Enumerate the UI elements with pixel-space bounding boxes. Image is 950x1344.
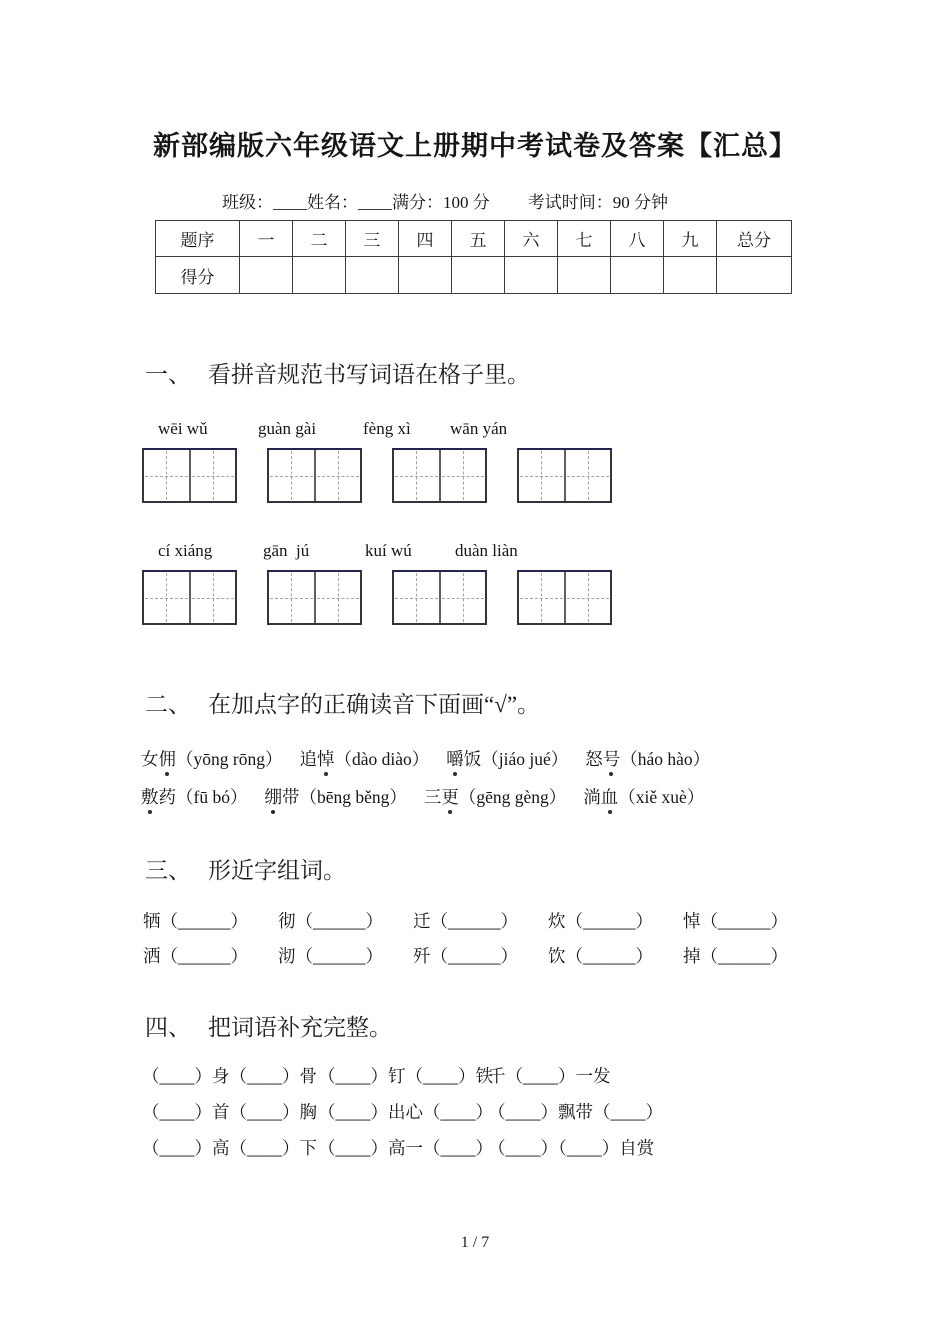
dotted-char: 绷 xyxy=(264,784,282,810)
section3-number: 三、 xyxy=(145,858,191,883)
blank-item: 牺（______） xyxy=(143,911,248,931)
writing-grid xyxy=(392,448,487,503)
word-item xyxy=(141,784,247,810)
phrase-item: （____）飘带（____） xyxy=(488,1102,663,1122)
dotted-char: 敷 xyxy=(141,784,159,810)
blank-item: 掉（______） xyxy=(683,946,788,966)
score-table-header-cell: 九 xyxy=(664,221,717,257)
pinyin-label: wān yán xyxy=(450,419,508,438)
writing-grid-cell xyxy=(189,572,236,623)
writing-grid-cell xyxy=(189,450,236,501)
word-pinyin-options: （yōng rōng） xyxy=(176,749,283,769)
info-class-name-score: 班级：____姓名：____满分：100 分 xyxy=(222,193,490,212)
blank-item: 悼（______） xyxy=(683,911,788,931)
score-table-header-row xyxy=(156,221,792,257)
score-table-header-cell: 二 xyxy=(293,221,346,257)
score-table-header-cell: 一 xyxy=(240,221,293,257)
score-table xyxy=(155,220,792,294)
word-formation-row-2 xyxy=(0,944,950,968)
word-plain: 女 xyxy=(141,749,159,769)
writing-grid-cell xyxy=(144,572,189,623)
writing-grid xyxy=(517,570,612,625)
dotted-char: 佣 xyxy=(159,746,177,772)
pinyin-label: gān jú xyxy=(263,541,310,560)
word-item xyxy=(446,746,568,772)
score-table-header-cell: 四 xyxy=(399,221,452,257)
section1-heading xyxy=(0,360,950,390)
writing-grid-cell xyxy=(564,450,611,501)
writing-grid-row-1 xyxy=(0,448,950,503)
pinyin-row-1 xyxy=(0,418,950,440)
writing-grid-cell xyxy=(564,572,611,623)
pinyin-label: kuí wú xyxy=(365,541,412,560)
writing-grid xyxy=(517,448,612,503)
writing-grid-cell xyxy=(519,450,564,501)
writing-grid xyxy=(142,570,237,625)
writing-grid-cell xyxy=(439,450,486,501)
writing-grid-cell xyxy=(439,572,486,623)
phrase-item: （____）首（____）胸 xyxy=(142,1102,317,1122)
dotted-char: 更 xyxy=(441,784,459,810)
phrase-item: （____）出心（____） xyxy=(318,1102,493,1122)
section4-title: 把词语补充完整。 xyxy=(208,1015,392,1040)
word-item xyxy=(585,746,710,772)
score-cell xyxy=(558,257,611,294)
score-cell xyxy=(293,257,346,294)
writing-grid xyxy=(392,570,487,625)
blank-item: 歼（______） xyxy=(413,946,518,966)
student-info-line xyxy=(0,192,950,214)
phrase-item: （____）高一（____） xyxy=(318,1138,493,1158)
score-table-score-row xyxy=(156,257,792,294)
pinyin-label: cí xiáng xyxy=(158,541,213,560)
word-pinyin-options: 饭（jiáo jué） xyxy=(463,749,569,769)
section1-number: 一、 xyxy=(145,362,191,387)
section2-heading xyxy=(0,690,950,720)
score-row-label: 得分 xyxy=(156,257,240,294)
blank-item: 迁（______） xyxy=(413,911,518,931)
phrase-item: （____）身（____）骨 xyxy=(142,1066,317,1086)
writing-grid-row-2 xyxy=(0,570,950,625)
writing-grid-cell xyxy=(394,450,439,501)
phrase-item: 千（____）一发 xyxy=(488,1066,611,1086)
pronunciation-line-2 xyxy=(0,784,950,810)
pinyin-label: guàn gài xyxy=(258,419,317,438)
score-table-header-cell: 七 xyxy=(558,221,611,257)
score-table-header-cell: 八 xyxy=(611,221,664,257)
info-exam-time: 考试时间：90 分钟 xyxy=(527,193,668,212)
idiom-completion-row-2 xyxy=(0,1100,950,1124)
pronunciation-line-1 xyxy=(0,746,950,772)
writing-grid-cell xyxy=(314,450,361,501)
writing-grid-cell xyxy=(144,450,189,501)
score-cell xyxy=(399,257,452,294)
phrase-item: （____）（____）自赏 xyxy=(488,1138,655,1158)
dotted-char: 悼 xyxy=(317,746,335,772)
word-pinyin-options: （dào diào） xyxy=(334,749,430,769)
word-pinyin-options: （gēng gèng） xyxy=(458,787,567,807)
word-item xyxy=(264,784,406,810)
pinyin-label: duàn liàn xyxy=(455,541,518,560)
pinyin-label: fèng xì xyxy=(363,419,411,438)
dotted-char: 血 xyxy=(601,784,619,810)
writing-grid xyxy=(267,448,362,503)
word-formation-row-1 xyxy=(0,909,950,933)
score-cell xyxy=(346,257,399,294)
section3-heading xyxy=(0,856,950,886)
dotted-char: 嚼 xyxy=(446,746,464,772)
idiom-completion-row-1 xyxy=(0,1064,950,1088)
page-title: 新部编版六年级语文上册期中考试卷及答案【汇总】 xyxy=(153,131,797,161)
writing-grid-cell xyxy=(314,572,361,623)
pinyin-row-2 xyxy=(0,540,950,562)
word-plain: 怒 xyxy=(585,749,603,769)
score-cell xyxy=(505,257,558,294)
idiom-completion-row-3 xyxy=(0,1136,950,1160)
word-pinyin-options: （xiě xuè） xyxy=(618,787,705,807)
score-table-header-cell: 五 xyxy=(452,221,505,257)
score-cell xyxy=(664,257,717,294)
score-table-header-cell: 总分 xyxy=(717,221,792,257)
word-item xyxy=(141,746,282,772)
blank-item: 彻（______） xyxy=(278,911,383,931)
section1-title: 看拼音规范书写词语在格子里。 xyxy=(208,362,530,387)
word-item xyxy=(299,746,429,772)
dotted-char: 号 xyxy=(603,746,621,772)
score-table-header-cell: 题序 xyxy=(156,221,240,257)
score-cell xyxy=(717,257,792,294)
page-number: 1 / 7 xyxy=(460,1234,490,1251)
word-pinyin-options: 药（fū bó） xyxy=(158,787,248,807)
phrase-item: （____）高（____）下 xyxy=(142,1138,317,1158)
section2-number: 二、 xyxy=(145,692,191,717)
blank-item: 饮（______） xyxy=(548,946,653,966)
word-plain: 三 xyxy=(423,787,442,807)
word-item xyxy=(424,784,566,810)
word-pinyin-options: （háo hào） xyxy=(620,749,711,769)
score-cell xyxy=(611,257,664,294)
word-plain: 追 xyxy=(299,749,317,769)
word-plain: 淌 xyxy=(583,787,601,807)
score-table-header-cell: 三 xyxy=(346,221,399,257)
writing-grid xyxy=(267,570,362,625)
pinyin-label: wēi wǔ xyxy=(158,419,208,438)
score-cell xyxy=(240,257,293,294)
section4-heading xyxy=(0,1013,950,1043)
word-pinyin-options: 带（bēng běng） xyxy=(281,787,407,807)
blank-item: 沏（______） xyxy=(278,946,383,966)
writing-grid-cell xyxy=(269,572,314,623)
word-item xyxy=(583,784,704,810)
writing-grid xyxy=(142,448,237,503)
score-cell xyxy=(452,257,505,294)
blank-item: 洒（______） xyxy=(143,946,248,966)
writing-grid-cell xyxy=(394,572,439,623)
score-table-header-cell: 六 xyxy=(505,221,558,257)
section3-title: 形近字组词。 xyxy=(208,858,346,883)
section2-title: 在加点字的正确读音下面画“√”。 xyxy=(208,692,541,717)
writing-grid-cell xyxy=(519,572,564,623)
blank-item: 炊（______） xyxy=(548,911,653,931)
phrase-item: （____）钉（____）铁 xyxy=(318,1066,493,1086)
writing-grid-cell xyxy=(269,450,314,501)
section4-number: 四、 xyxy=(145,1015,191,1040)
